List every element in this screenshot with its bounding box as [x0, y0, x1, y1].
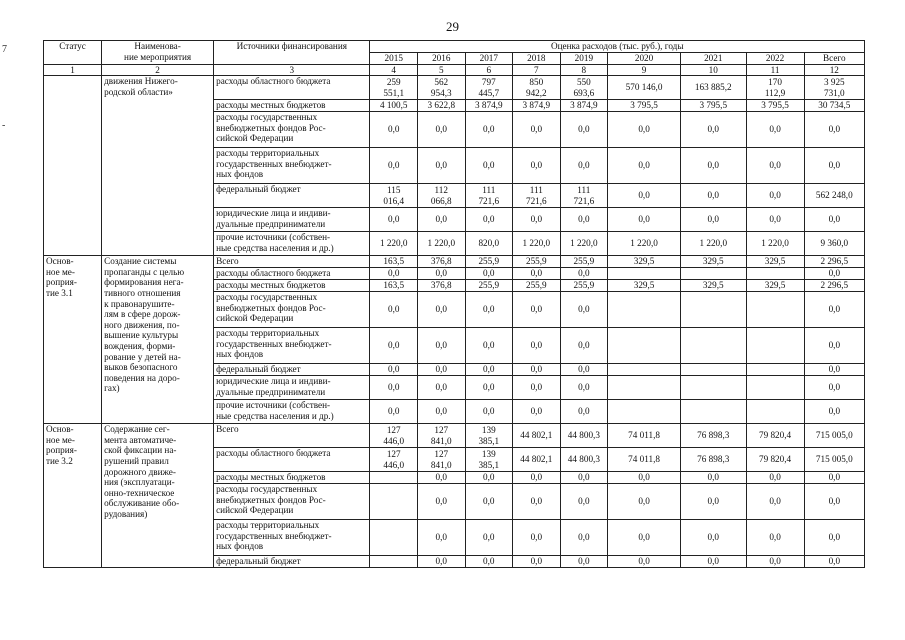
row-value: 0,0	[417, 484, 465, 520]
row-value: 0,0	[804, 400, 864, 424]
row-value: 329,5	[746, 280, 804, 292]
header-year: 2016	[417, 53, 465, 65]
row-funding-source: Всего	[214, 256, 370, 268]
row-value	[370, 520, 418, 556]
row-value: 1 220,0	[681, 232, 747, 256]
row-value: 44 802,1	[513, 424, 561, 448]
row-value: 329,5	[681, 280, 747, 292]
row-funding-source: расходы государственных внебюджетных фондов Рос- сийской Федерации	[214, 292, 370, 328]
row-funding-source: юридические лица и индиви- дуальные предприниматели	[214, 376, 370, 400]
row-value: 0,0	[465, 112, 513, 148]
row-value: 1 220,0	[746, 232, 804, 256]
row-value: 0,0	[513, 112, 561, 148]
row-value: 76 898,3	[681, 424, 747, 448]
row-value: 0,0	[608, 556, 681, 568]
header-column-index: 10	[681, 64, 747, 76]
row-value: 0,0	[465, 292, 513, 328]
row-value: 0,0	[513, 328, 561, 364]
row-value: 3 795,5	[608, 100, 681, 112]
row-value: 0,0	[513, 400, 561, 424]
header-column-index: 4	[370, 64, 418, 76]
row-value: 0,0	[370, 112, 418, 148]
row-funding-source: расходы местных бюджетов	[214, 472, 370, 484]
header-year: 2022	[746, 53, 804, 65]
row-value: 0,0	[608, 112, 681, 148]
row-value: 329,5	[608, 256, 681, 268]
row-value: 2 296,5	[804, 280, 864, 292]
row-value: 0,0	[370, 208, 418, 232]
header-column-index: 5	[417, 64, 465, 76]
row-value: 0,0	[681, 184, 747, 208]
header-sources: Источники финансирования	[214, 41, 370, 65]
row-value: 3 925 731,0	[804, 76, 864, 100]
header-column-index: 1	[44, 64, 102, 76]
row-value: 0,0	[513, 472, 561, 484]
row-value: 715 005,0	[804, 424, 864, 448]
row-value	[746, 364, 804, 376]
margin-mark: -	[2, 120, 6, 131]
row-value: 0,0	[746, 556, 804, 568]
row-value: 0,0	[465, 520, 513, 556]
row-value	[746, 400, 804, 424]
row-value: 570 146,0	[608, 76, 681, 100]
row-value: 44 800,3	[560, 424, 608, 448]
row-value: 0,0	[465, 472, 513, 484]
row-value: 0,0	[370, 148, 418, 184]
row-value: 139 385,1	[465, 448, 513, 472]
row-funding-source: расходы государственных внебюджетных фондов Рос- сийской Федерации	[214, 484, 370, 520]
row-value: 0,0	[560, 328, 608, 364]
row-value: 562 954,3	[417, 76, 465, 100]
header-year: Всего	[804, 53, 864, 65]
row-value: 163,5	[370, 256, 418, 268]
row-value: 1 220,0	[560, 232, 608, 256]
row-value: 259 551,1	[370, 76, 418, 100]
header-year: 2015	[370, 53, 418, 65]
row-value: 111 721,6	[513, 184, 561, 208]
row-value: 76 898,3	[681, 448, 747, 472]
row-value	[681, 268, 747, 280]
row-value	[370, 484, 418, 520]
row-value: 0,0	[560, 112, 608, 148]
row-value: 0,0	[560, 556, 608, 568]
row-value: 562 248,0	[804, 184, 864, 208]
margin-mark: 7	[2, 44, 7, 55]
row-value: 3 795,5	[681, 100, 747, 112]
row-value: 0,0	[417, 520, 465, 556]
row-value: 0,0	[513, 376, 561, 400]
row-status	[44, 76, 102, 256]
row-value: 0,0	[804, 328, 864, 364]
row-value: 329,5	[746, 256, 804, 268]
row-value: 255,9	[465, 256, 513, 268]
row-value: 329,5	[608, 280, 681, 292]
row-value: 0,0	[417, 268, 465, 280]
row-value: 79 820,4	[746, 424, 804, 448]
page-number: 29	[446, 19, 459, 34]
row-value: 0,0	[608, 208, 681, 232]
row-value: 0,0	[513, 556, 561, 568]
header-name: Наименова- ние мероприятия	[102, 41, 214, 65]
row-funding-source: юридические лица и индиви- дуальные предприниматели	[214, 208, 370, 232]
row-value	[608, 400, 681, 424]
header-year: 2021	[681, 53, 747, 65]
row-value: 0,0	[560, 472, 608, 484]
row-value: 0,0	[417, 400, 465, 424]
row-value: 0,0	[465, 400, 513, 424]
row-value: 0,0	[465, 148, 513, 184]
row-value	[681, 328, 747, 364]
row-value: 0,0	[804, 268, 864, 280]
row-value: 3 795,5	[746, 100, 804, 112]
row-value: 0,0	[681, 148, 747, 184]
row-value: 0,0	[608, 472, 681, 484]
row-measure-name: Создание системы пропаганды с целью формирования нега- тивного отношения к правонарушите- лям в сфере дорож- ного движения, по- вышение культуры вождения, форми- рование у детей на- выков безопасного поведения на доро- гах)	[102, 256, 214, 424]
header-column-index: 6	[465, 64, 513, 76]
header-year: 2017	[465, 53, 513, 65]
row-value: 255,9	[560, 280, 608, 292]
row-value: 1 220,0	[417, 232, 465, 256]
row-value: 0,0	[746, 148, 804, 184]
row-value: 0,0	[804, 148, 864, 184]
row-value: 139 385,1	[465, 424, 513, 448]
row-value: 0,0	[417, 148, 465, 184]
row-value: 850 942,2	[513, 76, 561, 100]
row-value: 44 802,1	[513, 448, 561, 472]
row-value: 3 874,9	[560, 100, 608, 112]
expense-table	[43, 40, 865, 568]
row-value: 0,0	[804, 208, 864, 232]
row-funding-source: расходы областного бюджета	[214, 76, 370, 100]
row-value: 0,0	[465, 484, 513, 520]
row-value: 0,0	[370, 328, 418, 364]
row-value: 163,5	[370, 280, 418, 292]
row-funding-source: расходы областного бюджета	[214, 268, 370, 280]
row-funding-source: федеральный бюджет	[214, 364, 370, 376]
row-value: 127 841,0	[417, 424, 465, 448]
row-funding-source: расходы местных бюджетов	[214, 100, 370, 112]
row-value: 1 220,0	[513, 232, 561, 256]
row-funding-source: федеральный бюджет	[214, 556, 370, 568]
table-row	[44, 256, 865, 268]
row-value	[608, 364, 681, 376]
row-value: 79 820,4	[746, 448, 804, 472]
row-value: 376,8	[417, 256, 465, 268]
row-value: 0,0	[560, 484, 608, 520]
row-value: 0,0	[370, 400, 418, 424]
row-value: 0,0	[465, 376, 513, 400]
row-value	[608, 328, 681, 364]
row-value: 255,9	[560, 256, 608, 268]
row-value	[681, 364, 747, 376]
row-value: 170 112,9	[746, 76, 804, 100]
row-value: 0,0	[681, 472, 747, 484]
row-value: 0,0	[746, 520, 804, 556]
row-value: 0,0	[608, 520, 681, 556]
row-value	[746, 268, 804, 280]
row-value: 127 841,0	[417, 448, 465, 472]
row-value	[370, 472, 418, 484]
row-value: 0,0	[417, 328, 465, 364]
row-funding-source: расходы территориальных государственных внебюджет- ных фондов	[214, 520, 370, 556]
header-estimate: Оценка расходов (тыс. руб.), годы	[370, 41, 865, 53]
row-status: Основ- ное ме- роприя- тие 3.2	[44, 424, 102, 568]
row-measure-name: Содержание сег- мента автоматиче- ской фиксации на- рушений правил дорожного движе- ния (эксплуатаци- онно-техническое обслуживание обо- рудования)	[102, 424, 214, 568]
row-value: 0,0	[560, 148, 608, 184]
row-value: 329,5	[681, 256, 747, 268]
header-column-index: 9	[608, 64, 681, 76]
row-value: 550 693,6	[560, 76, 608, 100]
row-value: 3 874,9	[513, 100, 561, 112]
row-value: 0,0	[608, 484, 681, 520]
row-value: 0,0	[465, 328, 513, 364]
row-value: 127 446,0	[370, 448, 418, 472]
header-column-index: 8	[560, 64, 608, 76]
header-status: Статус	[44, 41, 102, 65]
row-value: 112 066,8	[417, 184, 465, 208]
row-value: 0,0	[746, 472, 804, 484]
row-value: 0,0	[804, 364, 864, 376]
row-value	[370, 556, 418, 568]
header-year: 2020	[608, 53, 681, 65]
row-value: 255,9	[513, 280, 561, 292]
row-value	[681, 400, 747, 424]
row-value: 0,0	[681, 208, 747, 232]
row-value: 0,0	[804, 520, 864, 556]
header-year: 2018	[513, 53, 561, 65]
row-value: 0,0	[681, 484, 747, 520]
row-value: 2 296,5	[804, 256, 864, 268]
row-value: 0,0	[417, 364, 465, 376]
row-value	[608, 376, 681, 400]
row-value: 0,0	[804, 484, 864, 520]
row-value: 0,0	[417, 376, 465, 400]
row-value: 0,0	[560, 208, 608, 232]
row-value: 0,0	[417, 292, 465, 328]
row-value: 0,0	[804, 292, 864, 328]
row-value: 715 005,0	[804, 448, 864, 472]
row-value: 0,0	[513, 292, 561, 328]
row-value: 0,0	[560, 364, 608, 376]
row-value: 127 446,0	[370, 424, 418, 448]
row-funding-source: расходы государственных внебюджетных фондов Рос- сийской Федерации	[214, 112, 370, 148]
row-value: 0,0	[370, 292, 418, 328]
row-value: 0,0	[746, 484, 804, 520]
row-value: 0,0	[417, 112, 465, 148]
row-value: 30 734,5	[804, 100, 864, 112]
row-value	[746, 328, 804, 364]
row-value: 0,0	[804, 472, 864, 484]
row-value: 74 011,8	[608, 424, 681, 448]
row-value: 0,0	[465, 556, 513, 568]
header-column-index: 3	[214, 64, 370, 76]
row-value: 0,0	[465, 268, 513, 280]
row-value: 1 220,0	[608, 232, 681, 256]
row-value: 255,9	[465, 280, 513, 292]
row-funding-source: расходы местных бюджетов	[214, 280, 370, 292]
row-value: 0,0	[608, 148, 681, 184]
row-funding-source: расходы территориальных государственных внебюджет- ных фондов	[214, 148, 370, 184]
row-value: 0,0	[417, 208, 465, 232]
row-funding-source: прочие источники (собствен- ные средства населения и др.)	[214, 232, 370, 256]
table-row	[44, 76, 865, 100]
row-value	[608, 292, 681, 328]
row-value: 0,0	[513, 364, 561, 376]
table-row	[44, 424, 865, 448]
row-value: 0,0	[370, 376, 418, 400]
row-value: 0,0	[513, 484, 561, 520]
row-value: 820,0	[465, 232, 513, 256]
row-value: 0,0	[560, 376, 608, 400]
row-value	[681, 292, 747, 328]
row-value: 0,0	[513, 148, 561, 184]
row-funding-source: расходы территориальных государственных внебюджет- ных фондов	[214, 328, 370, 364]
row-value: 0,0	[681, 556, 747, 568]
row-funding-source: расходы областного бюджета	[214, 448, 370, 472]
row-value: 111 721,6	[465, 184, 513, 208]
row-value	[681, 376, 747, 400]
row-value: 0,0	[681, 112, 747, 148]
row-value: 0,0	[560, 292, 608, 328]
header-column-index: 11	[746, 64, 804, 76]
header-year: 2019	[560, 53, 608, 65]
row-value: 0,0	[804, 112, 864, 148]
row-value: 0,0	[804, 556, 864, 568]
row-value: 0,0	[804, 376, 864, 400]
row-value: 0,0	[417, 472, 465, 484]
row-value: 0,0	[560, 520, 608, 556]
row-value: 0,0	[370, 364, 418, 376]
row-value	[746, 376, 804, 400]
row-value: 0,0	[513, 520, 561, 556]
row-value: 0,0	[513, 208, 561, 232]
row-value: 3 874,9	[465, 100, 513, 112]
row-value: 797 445,7	[465, 76, 513, 100]
row-value: 376,8	[417, 280, 465, 292]
row-value: 0,0	[513, 268, 561, 280]
row-value: 3 622,8	[417, 100, 465, 112]
row-value: 0,0	[746, 184, 804, 208]
row-value: 0,0	[560, 268, 608, 280]
row-value: 0,0	[370, 268, 418, 280]
row-value: 0,0	[746, 112, 804, 148]
header-column-index: 12	[804, 64, 864, 76]
row-value: 0,0	[681, 520, 747, 556]
row-value	[608, 268, 681, 280]
row-value: 163 885,2	[681, 76, 747, 100]
row-funding-source: Всего	[214, 424, 370, 448]
row-funding-source: прочие источники (собствен- ные средства населения и др.)	[214, 400, 370, 424]
row-value: 0,0	[608, 184, 681, 208]
row-value: 0,0	[465, 364, 513, 376]
row-value: 255,9	[513, 256, 561, 268]
row-value: 115 016,4	[370, 184, 418, 208]
row-value: 0,0	[465, 208, 513, 232]
row-value: 4 100,5	[370, 100, 418, 112]
row-measure-name: движения Нижего- родской области»	[102, 76, 214, 256]
row-value	[746, 292, 804, 328]
row-value: 44 800,3	[560, 448, 608, 472]
header-column-index: 2	[102, 64, 214, 76]
row-status: Основ- ное ме- роприя- тие 3.1	[44, 256, 102, 424]
row-value: 0,0	[560, 400, 608, 424]
row-value: 1 220,0	[370, 232, 418, 256]
row-value: 0,0	[746, 208, 804, 232]
row-funding-source: федеральный бюджет	[214, 184, 370, 208]
header-column-index: 7	[513, 64, 561, 76]
row-value: 111 721,6	[560, 184, 608, 208]
row-value: 74 011,8	[608, 448, 681, 472]
row-value: 9 360,0	[804, 232, 864, 256]
row-value: 0,0	[417, 556, 465, 568]
